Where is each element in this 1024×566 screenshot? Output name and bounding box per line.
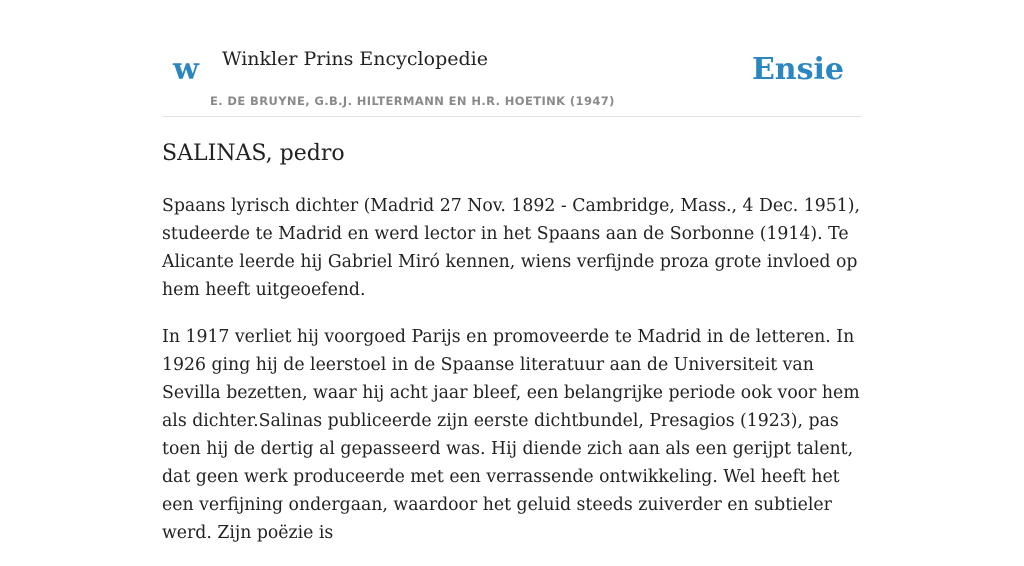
ensie-logo-link[interactable]: Ensie [751,52,844,87]
source-title[interactable]: Winkler Prins Encyclopedie [222,48,488,70]
article-paragraph: Spaans lyrisch dichter (Madrid 27 Nov. 1892 - Cambridge, Mass., 4 Dec. 1951), studeerde te Madrid en werd lector in het Spaans aan de Sorbonne (1914). Te Alicante leerde hij Gabriel Miró kennen, wiens verfijnde proza grote invloed op hem heeft uitgeoefend. [162,196,860,300]
source-authors: E. DE BRUYNE, G.B.J. HILTERMANN EN H.R. HOETINK (1947) [210,94,615,108]
site-header [162,0,862,117]
article-paragraph: In 1917 verliet hij voorgoed Parijs en promoveerde te Madrid in de letteren. In 1926 ging hij de leerstoel in de Spaanse literatuur aan de Universiteit van Sevilla bezetten, waar hij acht jaar bleef, een belangrijke periode ook voor hem als dichter.Salinas publiceerde zijn eerste dichtbundel, Presagios (1923), pas toen hij de dertig al gepasseerd was. Hij diende zich aan als een gerijpt talent, dat geen werk produceerde met een verrassende ontwikkeling. Wel heeft het een verfijning ondergaan, waardoor het geluid steeds zuiverder en subtieler werd. Zijn poëzie is [162,327,860,543]
source-logo-icon[interactable]: w [173,52,199,87]
article-body [162,192,862,566]
article-title: SALINAS, pedro [162,141,345,166]
